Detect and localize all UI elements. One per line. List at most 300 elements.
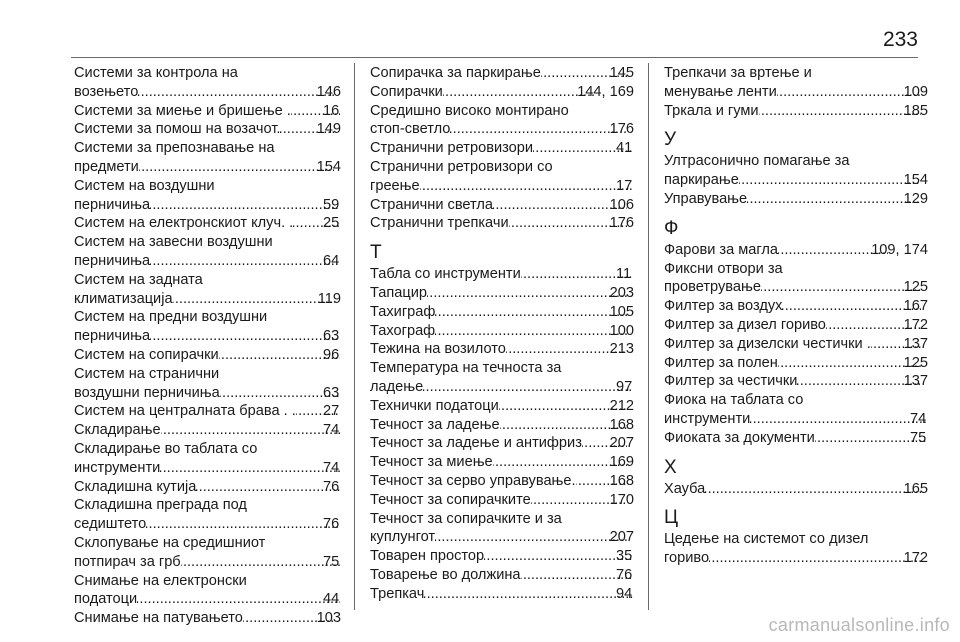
index-entry-line bbox=[664, 410, 928, 429]
index-entry bbox=[74, 139, 341, 177]
index-section-letter: Т bbox=[370, 242, 382, 264]
index-entry bbox=[370, 196, 634, 215]
index-entry bbox=[370, 83, 634, 102]
index-entry-line bbox=[74, 158, 341, 177]
index-page-ref: 74 bbox=[323, 459, 340, 476]
index-entry-line bbox=[74, 196, 341, 215]
index-entry-text: инструменти bbox=[74, 459, 161, 476]
index-entry bbox=[664, 241, 928, 260]
index-entry bbox=[664, 152, 928, 190]
index-entry bbox=[74, 365, 341, 403]
index-entry-text: Складирање bbox=[74, 422, 161, 439]
index-entry bbox=[74, 102, 341, 121]
dot-leader bbox=[506, 340, 627, 359]
index-page-ref: 96 bbox=[323, 346, 340, 363]
index-page-ref: 172 bbox=[903, 316, 928, 333]
index-entry-text: Управување bbox=[664, 190, 748, 207]
dot-leader bbox=[778, 354, 921, 373]
dot-leader bbox=[138, 83, 333, 102]
index-entry-text: Средишно високо монтирано bbox=[370, 102, 569, 119]
index-entry-line bbox=[74, 459, 341, 478]
index-page-ref: 106 bbox=[609, 196, 634, 213]
index-page-ref: 170 bbox=[609, 491, 634, 508]
index-entry bbox=[74, 421, 341, 440]
dot-leader bbox=[139, 158, 334, 177]
index-entry-line bbox=[370, 491, 634, 510]
index-entry-line bbox=[664, 480, 928, 499]
index-page-ref: 11 bbox=[616, 266, 632, 283]
index-entry-line bbox=[370, 378, 634, 397]
dot-leader bbox=[709, 549, 921, 568]
index-entry bbox=[370, 303, 634, 322]
index-page-ref: 76 bbox=[323, 478, 340, 495]
dot-leader bbox=[797, 372, 920, 391]
index-entry-line bbox=[370, 585, 634, 604]
index-entry-line bbox=[370, 284, 634, 303]
index-entry-text: гориво bbox=[664, 550, 710, 567]
index-entry-text: Фиоката за документи bbox=[664, 429, 815, 446]
index-entry-text: Тахограф bbox=[370, 322, 436, 339]
index-entry-text: куплунгот bbox=[370, 529, 436, 546]
index-entry bbox=[664, 335, 928, 354]
index-entry-text: Систем на сопирачки bbox=[74, 346, 219, 363]
index-entry-text: Течност за сопирачките и за bbox=[370, 510, 562, 527]
index-entry-text: Течност за ладење и антифриз bbox=[370, 435, 582, 452]
index-entry bbox=[74, 120, 341, 139]
index-entry bbox=[370, 585, 634, 604]
index-page-ref: 125 bbox=[903, 279, 928, 296]
index-page-ref: 165 bbox=[903, 480, 928, 497]
index-entry bbox=[370, 214, 634, 233]
index-entry-text: Филтер за воздух bbox=[664, 298, 783, 315]
index-entry-line bbox=[664, 316, 928, 335]
index-entry bbox=[74, 496, 341, 534]
index-entry bbox=[370, 265, 634, 284]
index-entry-line bbox=[370, 322, 634, 341]
index-entry-line bbox=[370, 472, 634, 491]
dot-leader bbox=[435, 528, 627, 547]
dot-leader bbox=[435, 322, 626, 341]
index-entry bbox=[370, 510, 634, 548]
index-entry bbox=[370, 322, 634, 341]
header-rule bbox=[71, 57, 918, 58]
index-page-ref: 176 bbox=[609, 215, 634, 232]
index-entry-text: Сопирачка за паркирање bbox=[370, 65, 541, 81]
index-entry-text: Тапацир bbox=[370, 284, 428, 301]
index-entry-text: Филтер за честички bbox=[664, 373, 798, 390]
index-entry-text: Филтер за дизел гориво bbox=[664, 316, 826, 333]
index-entry bbox=[664, 391, 928, 429]
index-page-ref: 145 bbox=[609, 65, 634, 81]
index-page-ref: 27 bbox=[323, 403, 340, 420]
index-entry-text: перничиња bbox=[74, 252, 151, 269]
index-entry-line bbox=[74, 252, 341, 271]
index-page-ref: 97 bbox=[616, 378, 633, 395]
index-page-ref: 63 bbox=[323, 384, 340, 401]
index-entry-text: Странични трепкачи bbox=[370, 215, 509, 232]
index-entry-text: Складишна кутија bbox=[74, 478, 197, 495]
dot-leader bbox=[759, 102, 921, 121]
dot-leader bbox=[420, 177, 633, 196]
index-entry-text: Систем на воздушни bbox=[74, 177, 215, 194]
index-page-ref: 75 bbox=[910, 429, 927, 446]
dot-leader bbox=[499, 397, 627, 416]
index-entry-line bbox=[370, 434, 634, 453]
dot-leader bbox=[423, 378, 633, 397]
index-entry bbox=[74, 308, 341, 346]
index-entry-text: Склопување на средишниот bbox=[74, 534, 266, 551]
index-page-ref: 172 bbox=[903, 550, 928, 567]
index-entry-line bbox=[74, 214, 341, 233]
index-entry-text: ладење bbox=[370, 378, 424, 395]
dot-leader bbox=[150, 196, 340, 215]
index-page-ref: 154 bbox=[316, 158, 341, 175]
index-page-ref: 64 bbox=[323, 252, 340, 269]
dot-leader bbox=[173, 290, 335, 309]
index-page-ref: 119 bbox=[317, 290, 341, 307]
index-entry-text: Системи за миење и бришење . bbox=[74, 102, 291, 119]
index-entry-text: Хауба bbox=[664, 480, 706, 497]
index-entry-text: климатизација bbox=[74, 290, 173, 307]
index-entry bbox=[370, 472, 634, 491]
index-page-ref: 76 bbox=[323, 516, 340, 533]
index-entry-text: Систем на задната bbox=[74, 271, 203, 288]
dot-leader bbox=[220, 384, 340, 403]
page-number: 233 bbox=[882, 28, 918, 51]
index-entry-line bbox=[370, 416, 634, 435]
index-entry bbox=[370, 566, 634, 585]
index-entry-text: перничиња bbox=[74, 328, 151, 345]
index-entry bbox=[74, 346, 341, 365]
index-entry-line bbox=[370, 547, 634, 566]
dot-leader bbox=[705, 480, 920, 499]
index-entry-text: Систем на завесни воздушни bbox=[74, 234, 273, 251]
index-entry bbox=[370, 359, 634, 397]
column-divider-1 bbox=[354, 63, 355, 610]
index-page-ref: 74 bbox=[910, 410, 927, 427]
dot-leader bbox=[509, 214, 627, 233]
index-entry-line bbox=[74, 327, 341, 346]
dot-leader bbox=[493, 196, 627, 215]
index-entry-text: паркирање bbox=[664, 172, 739, 189]
index-page-ref: 76 bbox=[616, 566, 633, 583]
dot-leader bbox=[137, 590, 340, 609]
index-entry-text: Течност за миење bbox=[370, 454, 493, 471]
index-page-ref: 59 bbox=[323, 196, 340, 213]
index-entry-text: Технички податоци bbox=[370, 397, 499, 414]
index-entry-line bbox=[74, 384, 341, 403]
index-entry bbox=[370, 284, 634, 303]
index-entry-text: Сопирачки bbox=[370, 83, 443, 100]
index-section-letter: Х bbox=[664, 456, 677, 478]
index-entry-line bbox=[370, 83, 634, 102]
index-entry-text: Цедење на системот со дизел bbox=[664, 531, 869, 548]
index-column-1 bbox=[74, 64, 341, 628]
index-entry-text: Странични светла bbox=[370, 196, 494, 213]
index-entry-text: седиштето bbox=[74, 516, 147, 533]
index-entry bbox=[370, 434, 634, 453]
index-entry-text: инструменти bbox=[664, 410, 751, 427]
index-entry bbox=[74, 440, 341, 478]
index-entry-text: Фиксни отвори за bbox=[664, 260, 783, 277]
index-entry-text: Тркала и гуми bbox=[664, 102, 759, 119]
index-entry bbox=[664, 480, 928, 499]
index-page-ref: 63 bbox=[323, 328, 340, 345]
dot-leader bbox=[181, 553, 340, 572]
index-entry-text: перничиња bbox=[74, 196, 151, 213]
index-entry-text: Тахиграф bbox=[370, 303, 436, 320]
index-entry-line bbox=[74, 102, 341, 121]
index-entry-line bbox=[664, 549, 928, 568]
index-entry-line bbox=[74, 478, 341, 497]
index-entry-line bbox=[74, 120, 341, 139]
index-entry bbox=[664, 297, 928, 316]
index-entry bbox=[664, 260, 928, 298]
index-entry bbox=[664, 316, 928, 335]
index-entry-line bbox=[664, 190, 928, 209]
index-page-ref: 125 bbox=[903, 354, 928, 371]
index-entry-text: Табла со инструменти bbox=[370, 266, 521, 283]
index-page-ref: 167 bbox=[903, 298, 928, 315]
dot-leader bbox=[782, 297, 920, 316]
dot-leader bbox=[777, 83, 921, 102]
index-entry-line bbox=[370, 303, 634, 322]
index-page-ref: 94 bbox=[616, 585, 633, 602]
index-entry-text: Товарење во должина bbox=[370, 566, 521, 583]
index-entry-text: Снимање на електронски bbox=[74, 572, 247, 589]
index-entry-line bbox=[74, 346, 341, 365]
index-entry-line bbox=[370, 214, 634, 233]
index-entry-text: Течност за ладење bbox=[370, 416, 500, 433]
index-entry bbox=[74, 534, 341, 572]
index-entry bbox=[664, 530, 928, 568]
index-entry bbox=[664, 429, 928, 448]
index-entry-text: Температура на течноста за bbox=[370, 360, 562, 377]
index-page-ref: 137 bbox=[903, 335, 928, 352]
index-entry-text: Складирање во таблата со bbox=[74, 440, 258, 457]
index-entry-text: Течност за сопирачките bbox=[370, 491, 531, 508]
index-entry-line bbox=[370, 196, 634, 215]
index-entry-text: Тежина на возилото bbox=[370, 341, 506, 358]
index-page-ref: 176 bbox=[609, 121, 634, 138]
index-entry-line bbox=[664, 83, 928, 102]
index-page-ref: 75 bbox=[323, 553, 340, 570]
index-entry bbox=[370, 453, 634, 472]
index-page-ref: 35 bbox=[616, 548, 633, 565]
index-entry bbox=[370, 64, 634, 83]
index-entry-line bbox=[370, 340, 634, 359]
index-page-ref: 169 bbox=[609, 454, 634, 471]
index-entry-line bbox=[664, 102, 928, 121]
index-entry-text: Системи за помош на возачот. bbox=[74, 121, 281, 138]
index-column-2 bbox=[370, 64, 634, 604]
index-page-ref: 168 bbox=[609, 472, 634, 489]
index-page-ref: 109 bbox=[903, 83, 928, 100]
dot-leader bbox=[427, 284, 627, 303]
index-entry-text: Филтер за полен bbox=[664, 354, 778, 371]
index-page-ref: 149 bbox=[316, 121, 341, 138]
dot-leader bbox=[219, 346, 340, 365]
index-page-ref: 168 bbox=[609, 416, 634, 433]
index-page-ref: 137 bbox=[903, 373, 928, 390]
index-entry bbox=[370, 397, 634, 416]
index-page-ref: 109, 174 bbox=[871, 241, 928, 258]
dot-leader bbox=[493, 453, 627, 472]
column-divider-2 bbox=[648, 63, 649, 610]
index-entry bbox=[664, 102, 928, 121]
index-page-ref: 44 bbox=[323, 591, 340, 608]
index-entry bbox=[370, 158, 634, 196]
index-entry-text: Трепкач bbox=[370, 585, 425, 602]
index-entry bbox=[370, 547, 634, 566]
index-entry-text: Снимање на патувањето bbox=[74, 610, 243, 627]
dot-leader bbox=[160, 459, 340, 478]
index-entry-text: предмети bbox=[74, 158, 139, 175]
index-page-ref: 207 bbox=[609, 435, 634, 452]
dot-leader bbox=[484, 547, 633, 566]
index-entry-text: Течност за серво управување. bbox=[370, 472, 576, 489]
index-entry-line bbox=[370, 120, 634, 139]
index-page-ref: 144, 169 bbox=[577, 83, 634, 100]
index-page-ref: 25 bbox=[323, 215, 340, 232]
index-entry-text: потпирач за грб bbox=[74, 553, 181, 570]
index-entry-line bbox=[370, 397, 634, 416]
index-entry-text: стоп-светло bbox=[370, 121, 451, 138]
index-entry bbox=[664, 190, 928, 209]
index-entry-line bbox=[664, 372, 928, 391]
index-page-ref: 17 bbox=[616, 177, 633, 194]
index-entry-line bbox=[664, 297, 928, 316]
index-page-ref: 103 bbox=[316, 610, 341, 627]
index-entry-text: Фиока на таблата со bbox=[664, 392, 804, 409]
index-entry-line bbox=[74, 553, 341, 572]
dot-leader bbox=[196, 478, 340, 497]
watermark: carmanualsonline.info bbox=[768, 615, 950, 635]
index-entry-text: Фарови за магла bbox=[664, 241, 779, 258]
index-entry-line bbox=[370, 177, 634, 196]
index-section-letter: У bbox=[664, 129, 677, 151]
index-entry bbox=[664, 372, 928, 391]
index-entry-text: Странични ретровизори со bbox=[370, 158, 553, 175]
index-entry bbox=[74, 572, 341, 610]
index-page-ref: 74 bbox=[323, 422, 340, 439]
dot-leader bbox=[450, 120, 626, 139]
index-entry-line bbox=[74, 83, 341, 102]
index-entry bbox=[74, 233, 341, 271]
dot-leader bbox=[750, 410, 927, 429]
dot-leader bbox=[146, 515, 340, 534]
index-entry-text: проветрување bbox=[664, 279, 761, 296]
index-entry-text: воздушни перничиња bbox=[74, 384, 220, 401]
dot-leader bbox=[443, 83, 594, 102]
index-entry-line bbox=[74, 515, 341, 534]
index-page-ref: 203 bbox=[609, 284, 634, 301]
index-entry-line bbox=[370, 528, 634, 547]
index-entry-text: Систем на централната брава . . bbox=[74, 403, 296, 420]
index-entry-line bbox=[664, 429, 928, 448]
index-entry-text: Системи за контрола на bbox=[74, 65, 238, 81]
index-entry-line bbox=[370, 566, 634, 585]
index-page-ref: 100 bbox=[609, 322, 634, 339]
index-page-ref: 16 bbox=[323, 102, 340, 119]
dot-leader bbox=[424, 585, 633, 604]
index-section-letter: Ц bbox=[664, 507, 679, 529]
index-entry-line bbox=[74, 609, 341, 628]
index-entry-text: Систем на предни воздушни bbox=[74, 309, 268, 326]
index-entry bbox=[664, 354, 928, 373]
index-page-ref: 41 bbox=[616, 140, 633, 157]
index-entry bbox=[74, 64, 341, 102]
index-entry-line bbox=[370, 64, 634, 83]
index-entry-line bbox=[74, 590, 341, 609]
index-entry-line bbox=[74, 402, 341, 421]
index-entry bbox=[74, 402, 341, 421]
index-entry bbox=[74, 478, 341, 497]
index-entry-line bbox=[74, 290, 341, 309]
index-entry bbox=[370, 491, 634, 510]
index-entry-text: Странични ретровизори bbox=[370, 140, 534, 157]
index-entry-text: податоци bbox=[74, 591, 138, 608]
index-page-ref: 129 bbox=[903, 190, 928, 207]
index-entry-text: Систем на електронскиот клуч. . bbox=[74, 215, 294, 232]
index-page-ref: 213 bbox=[609, 341, 634, 358]
index-entry-line bbox=[664, 241, 928, 260]
index-page-ref: 185 bbox=[903, 102, 928, 119]
index-entry bbox=[74, 271, 341, 309]
index-entry-text: Систем на странични bbox=[74, 365, 220, 382]
index-entry-text: Товарен простор bbox=[370, 548, 485, 565]
dot-leader bbox=[150, 252, 340, 271]
index-entry-line bbox=[370, 265, 634, 284]
index-entry bbox=[74, 609, 341, 628]
dot-leader bbox=[761, 278, 921, 297]
index-entry-text: греење bbox=[370, 177, 420, 194]
index-entry-text: Системи за препознавање на bbox=[74, 140, 275, 157]
index-entry bbox=[370, 102, 634, 140]
dot-leader bbox=[739, 171, 921, 190]
index-entry bbox=[370, 340, 634, 359]
dot-leader bbox=[150, 327, 340, 346]
index-entry-line bbox=[74, 421, 341, 440]
index-entry-text: Трепкачи за вртење и bbox=[664, 65, 812, 81]
index-entry-line bbox=[664, 354, 928, 373]
index-entry-line bbox=[370, 139, 634, 158]
index-entry-text: возењето bbox=[74, 83, 139, 100]
index-section-letter: Ф bbox=[664, 217, 679, 239]
index-entry-line bbox=[664, 278, 928, 297]
index-entry bbox=[370, 416, 634, 435]
dot-leader bbox=[747, 190, 920, 209]
index-page-ref: 207 bbox=[609, 529, 634, 546]
index-page-ref: 105 bbox=[609, 303, 634, 320]
dot-leader bbox=[161, 421, 340, 440]
index-entry bbox=[74, 214, 341, 233]
index-page-ref: 154 bbox=[903, 172, 928, 189]
index-entry-text: Складишна преграда под bbox=[74, 497, 247, 514]
index-entry bbox=[74, 177, 341, 215]
dot-leader bbox=[500, 416, 627, 435]
index-entry-line bbox=[664, 171, 928, 190]
index-entry-line bbox=[664, 335, 928, 354]
index-column-3 bbox=[664, 64, 928, 568]
index-entry-text: Филтер за дизелски честички . bbox=[664, 335, 871, 352]
index-entry-line bbox=[370, 453, 634, 472]
index-entry-text: Ултрасонично помагање за bbox=[664, 153, 850, 170]
index-entry bbox=[664, 64, 928, 102]
dot-leader bbox=[435, 303, 626, 322]
index-page-ref: 212 bbox=[609, 397, 634, 414]
index-page-ref: 146 bbox=[316, 83, 341, 100]
